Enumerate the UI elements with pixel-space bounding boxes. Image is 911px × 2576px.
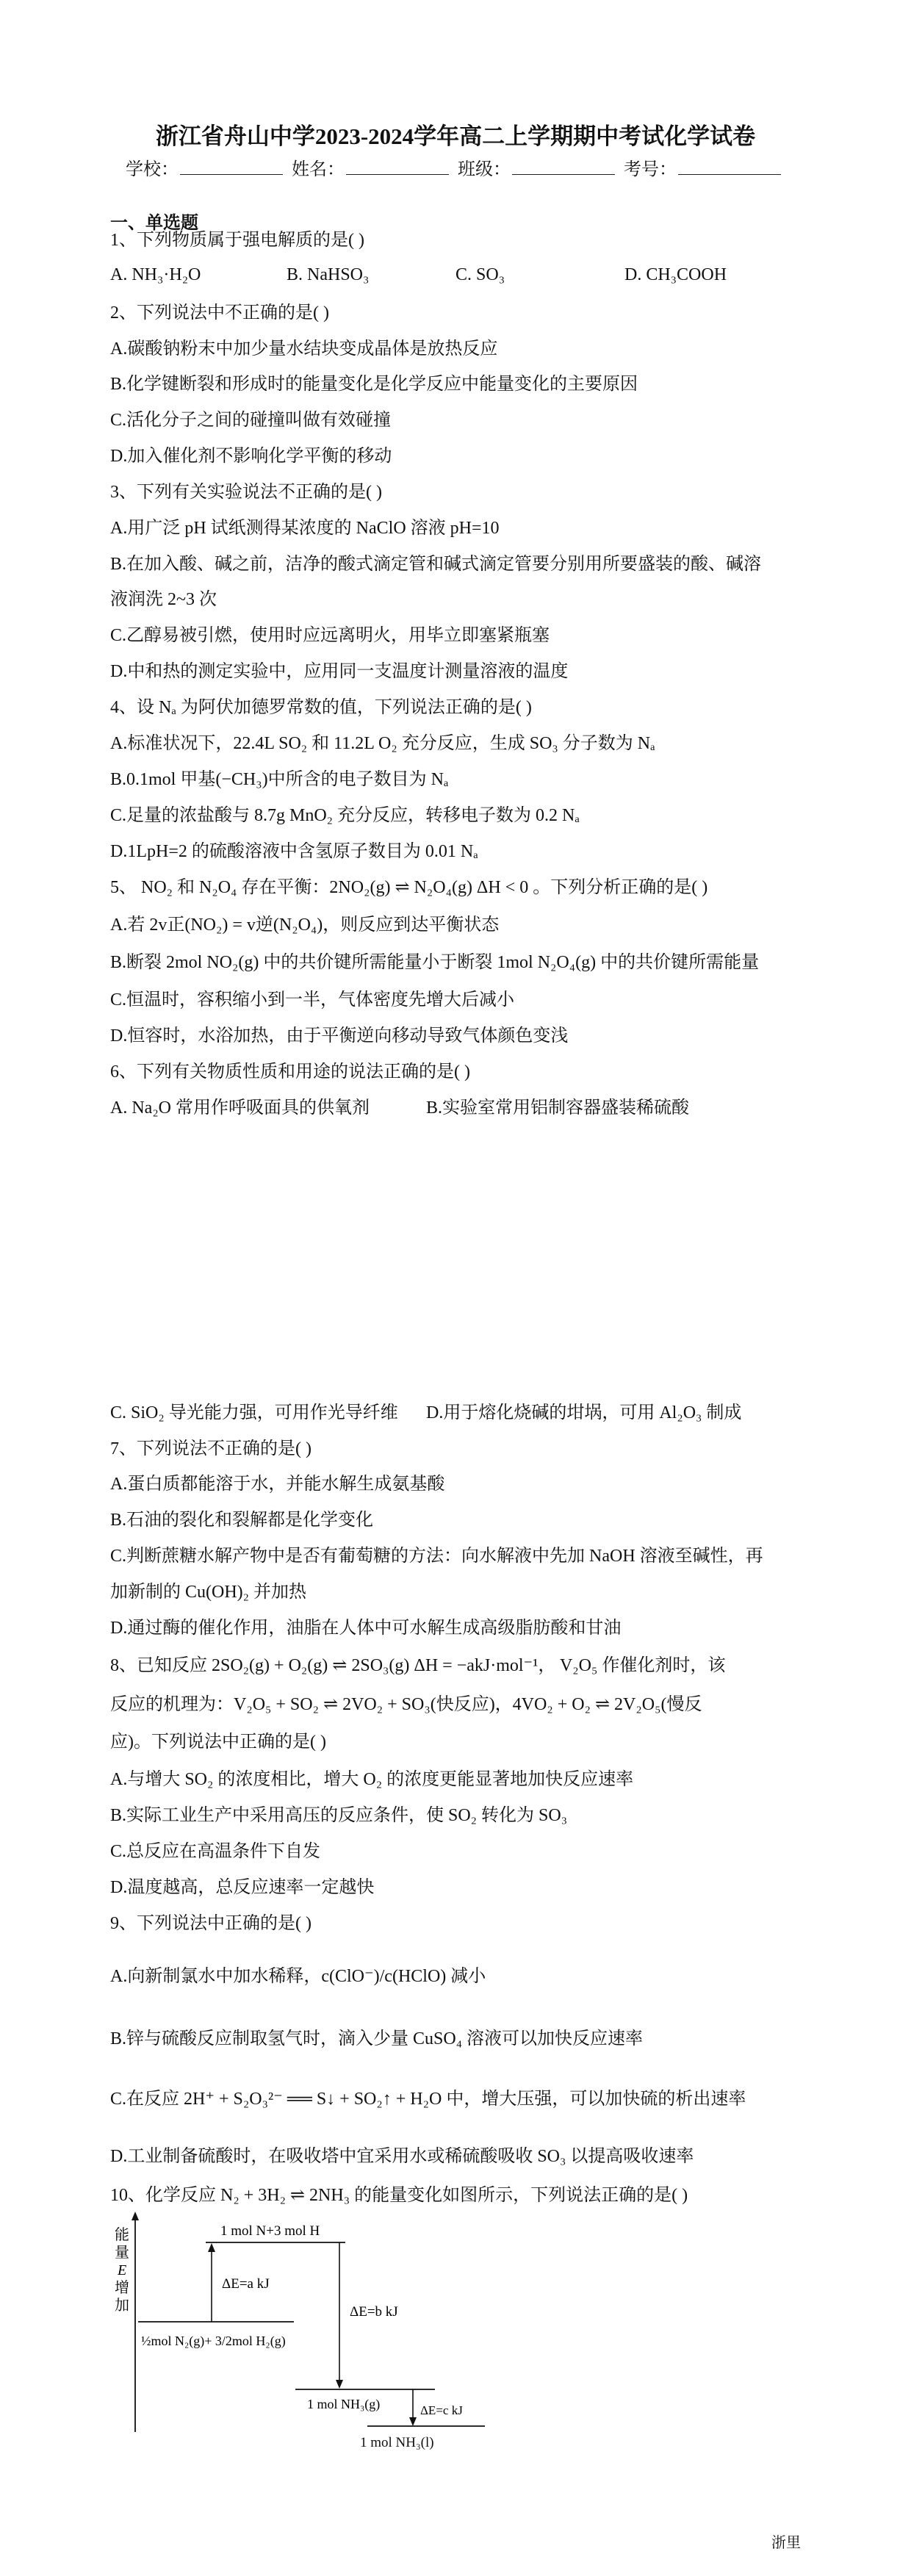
arrow-c-label: ΔE=c kJ [420,2403,463,2417]
reactant-level-label: ½mol N₂(g)+ 3/2mol H₂(g) [141,2334,286,2348]
question-8-option-c: C.总反应在高温条件下自发 [110,1842,321,1861]
section-title: 一、单选题 [110,214,198,233]
question-5-stem: 5、 NO₂ 和 N₂O₄ 存在平衡：2NO₂(g) ⇌ N₂O₄(g) ΔH < 0 。下列分析正确的是( ) [110,878,708,897]
arrow-a-head-icon [208,2243,215,2252]
question-9-option-d: D.工业制备硫酸时，在吸收塔中宜采用水或稀硫酸吸收 SO₃ 以提高吸收速率 [110,2147,694,2166]
top-level-label: 1 mol N+3 mol H [220,2223,320,2239]
question-6-option-b: B.实验室常用铝制容器盛装稀硫酸 [426,1098,690,1118]
question-7-stem: 7、下列说法不正确的是( ) [110,1439,312,1458]
question-6-option-d: D.用于熔化烧碱的坩埚，可用 Al₂O₃ 制成 [426,1403,742,1422]
class-label: 班级： [458,160,511,179]
page-title: 浙江省舟山中学2023-2024学年高二上学期期中考试化学试卷 [155,123,756,149]
question-3-option-a: A.用广泛 pH 试纸测得某浓度的 NaClO 溶液 pH=10 [110,519,500,538]
question-10-stem: 10、化学反应 N₂ + 3H₂ ⇌ 2NH₃ 的能量变化如图所示，下列说法正确的是( ) [110,2186,688,2205]
question-4-stem: 4、设 Nₐ 为阿伏加德罗常数的值，下列说法正确的是( ) [110,698,532,717]
y-axis-label-1: 能 [115,2227,129,2243]
name-label: 姓名： [292,160,345,179]
question-1-options [110,265,808,287]
question-2-option-a: A.碳酸钠粉末中加少量水结块变成晶体是放热反应 [110,339,498,359]
arrow-b-head-icon [336,2380,343,2389]
question-3-stem: 3、下列有关实验说法不正确的是( ) [110,483,382,502]
question-3-option-c: C.乙醇易被引燃，使用时应远离明火，用毕立即塞紧瓶塞 [110,626,550,645]
y-axis-label-2: 量 [115,2245,129,2261]
exam-number-label: 考号： [624,160,677,179]
question-7-option-c-cont: 加新制的 Cu(OH)₂ 并加热 [110,1583,307,1602]
student-info-line [0,154,911,180]
school-blank[interactable] [180,173,283,175]
page-footer: 浙里 [771,2535,801,2551]
exam-number-blank[interactable] [678,173,781,175]
question-6-option-a: A. Na₂O 常用作呼吸面具的供氧剂 [110,1098,370,1118]
question-4-option-d: D.1LpH=2 的硫酸溶液中含氢原子数目为 0.01 Nₐ [110,842,478,861]
question-2-stem: 2、下列说法中不正确的是( ) [110,303,329,323]
ammonia-liquid-label: 1 mol NH₃(l) [360,2435,434,2450]
ammonia-gas-label: 1 mol NH₃(g) [307,2397,381,2411]
y-axis-arrow-icon [132,2212,139,2220]
question-3-option-d: D.中和热的测定实验中，应用同一支温度计测量溶液的温度 [110,662,569,681]
question-1-option-c: C. SO₃ [455,265,505,284]
question-5-option-c: C.恒温时，容积缩小到一半，气体密度先增大后减小 [110,990,515,1010]
question-6-option-c: C. SiO₂ 导光能力强，可用作光导纤维 [110,1403,398,1422]
question-5-option-b: B.断裂 2mol NO₂(g) 中的共价键所需能量小于断裂 1mol N₂O₄(g) 中的共价键所需能量 [110,953,760,972]
question-3-option-b-cont: 液润洗 2~3 次 [110,590,217,609]
question-8-stem-line3: 应)。下列说法中正确的是( ) [110,1733,326,1752]
question-1-option-a: A. NH₃·H₂O [110,265,201,284]
question-8-stem: 8、已知反应 2SO₂(g) + O₂(g) ⇌ 2SO₃(g) ΔH = −akJ·mol⁻¹， V₂O₅ 作催化剂时，该 [110,1656,726,1675]
question-9-option-a: A.向新制氯水中加水稀释，c(ClO⁻)/c(HClO) 减小 [110,1967,486,1986]
name-blank[interactable] [346,173,449,175]
question-2-option-b: B.化学键断裂和形成时的能量变化是化学反应中能量变化的主要原因 [110,375,638,394]
question-7-option-b: B.石油的裂化和裂解都是化学变化 [110,1511,374,1530]
y-axis-label-5: 加 [115,2298,129,2314]
question-2-option-c: C.活化分子之间的碰撞叫做有效碰撞 [110,411,392,430]
arrow-c-head-icon [409,2417,417,2426]
arrow-b-label: ΔE=b kJ [350,2304,398,2320]
y-axis-label-3: E [118,2262,127,2278]
question-2-option-d: D.加入催化剂不影响化学平衡的移动 [110,447,392,466]
question-3-option-b: B.在加入酸、碱之前，洁净的酸式滴定管和碱式滴定管要分别用所要盛装的酸、碱溶 [110,555,762,574]
arrow-a-label: ΔE=a kJ [222,2276,270,2292]
question-9-option-c: C.在反应 2H⁺ + S₂O₃²⁻ ══ S↓ + SO₂↑ + H₂O 中，增大压强，可以加快硫的析出速率 [110,2090,746,2109]
question-7-option-c: C.判断蔗糖水解产物中是否有葡萄糖的方法：向水解液中先加 NaOH 溶液至碱性，再 [110,1547,763,1566]
question-1-option-b: B. NaHSO₃ [287,265,370,284]
y-axis-label-4: 增 [115,2280,129,2296]
question-7-option-a: A.蛋白质都能溶于水，并能水解生成氨基酸 [110,1475,445,1494]
question-1-option-d: D. CH₃COOH [624,265,727,284]
question-6-stem: 6、下列有关物质性质和用途的说法正确的是( ) [110,1062,470,1082]
question-7-option-d: D.通过酶的催化作用，油脂在人体中可水解生成高级脂肪酸和甘油 [110,1619,622,1638]
question-8-option-a: A.与增大 SO₂ 的浓度相比，增大 O₂ 的浓度更能显著地加快反应速率 [110,1770,634,1789]
question-9-stem: 9、下列说法中正确的是( ) [110,1914,312,1933]
question-1-stem: 1、下列物质属于强电解质的是( ) [110,231,364,250]
question-5-option-d: D.恒容时，水浴加热，由于平衡逆向移动导致气体颜色变浅 [110,1026,569,1046]
question-5-option-a: A.若 2v正(NO₂) = v逆(N₂O₄)，则反应到达平衡状态 [110,915,500,935]
school-label: 学校： [126,160,179,179]
class-blank[interactable] [512,173,615,175]
question-8-option-d: D.温度越高，总反应速率一定越快 [110,1878,375,1897]
question-8-option-b: B.实际工业生产中采用高压的反应条件，使 SO₂ 转化为 SO₃ [110,1806,568,1825]
energy-level-diagram [103,2212,514,2432]
question-4-option-a: A.标准状况下，22.4L SO₂ 和 11.2L O₂ 充分反应，生成 SO₃ 分子数为 Nₐ [110,734,655,753]
question-8-stem-line2: 反应的机理为：V₂O₅ + SO₂ ⇌ 2VO₂ + SO₃(快反应)，4VO₂ + O₂ ⇌ 2V₂O₅(慢反 [110,1695,702,1714]
question-9-option-b: B.锌与硫酸反应制取氢气时，滴入少量 CuSO₄ 溶液可以加快反应速率 [110,2029,644,2048]
question-4-option-b: B.0.1mol 甲基(−CH₃)中所含的电子数目为 Nₐ [110,770,449,789]
question-4-option-c: C.足量的浓盐酸与 8.7g MnO₂ 充分反应，转移电子数为 0.2 Nₐ [110,806,580,825]
